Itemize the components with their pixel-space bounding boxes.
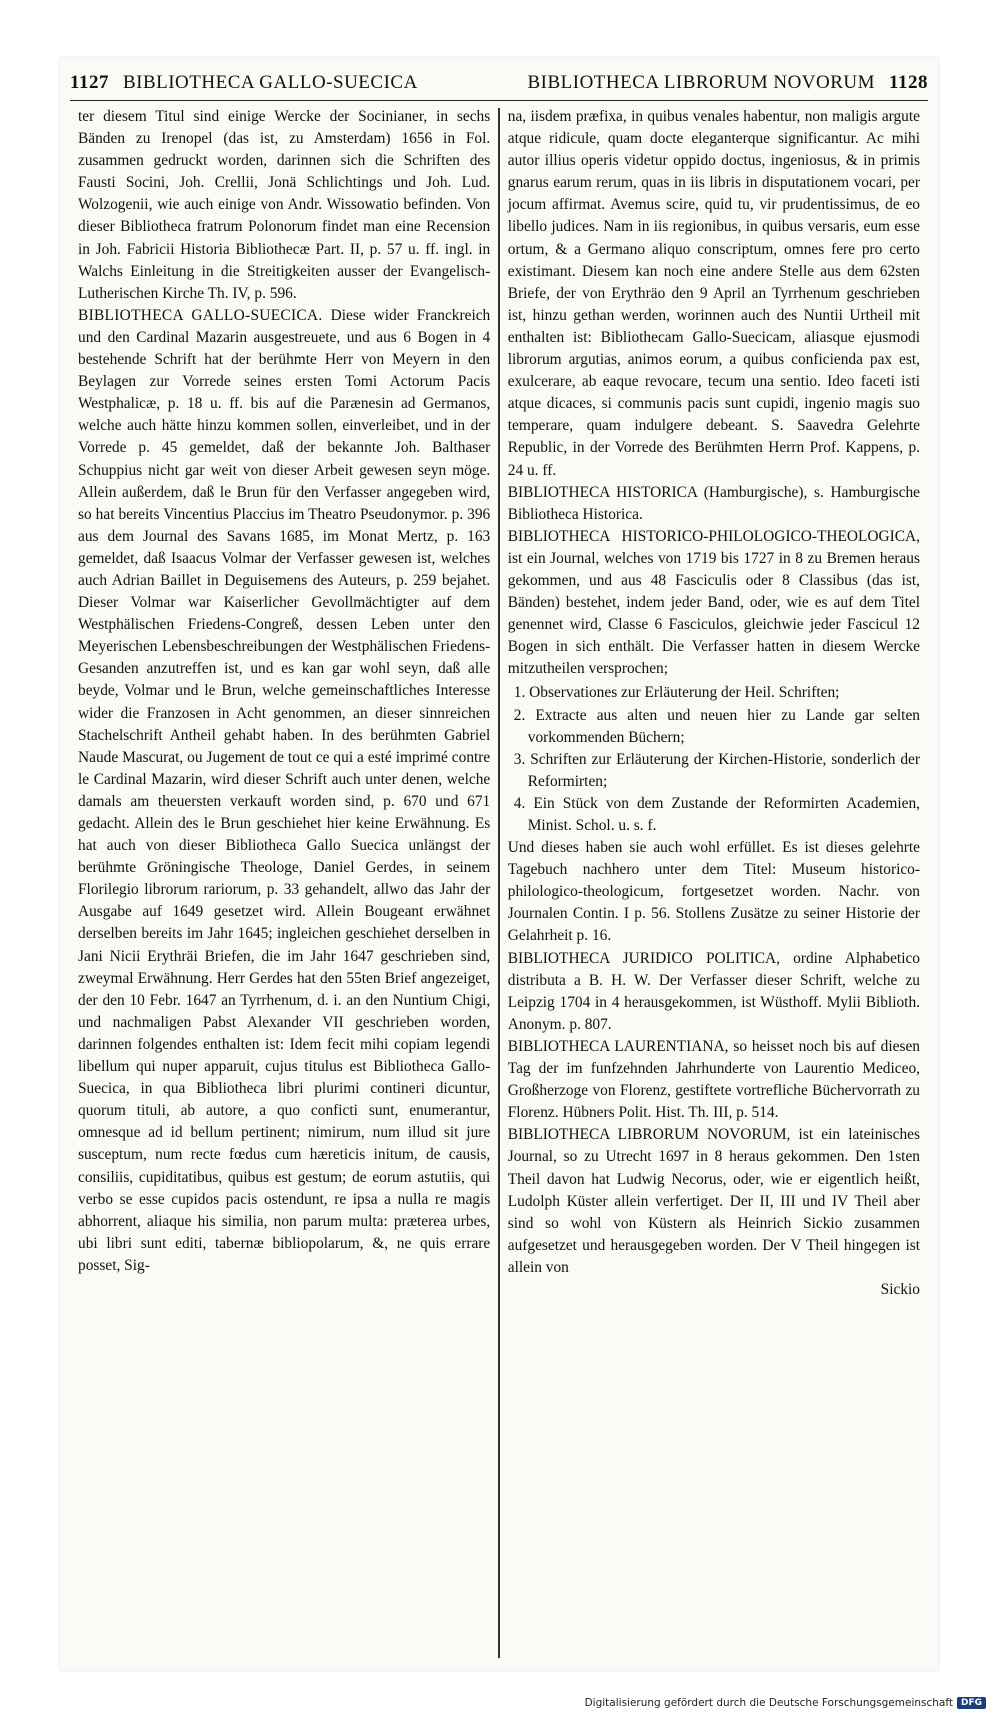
entry-body: Diese wider Franckreich und den Cardinal Mazarin ausgestreuete, und aus 6 Bogen in 4 bestehende Schrift hat der berühmte Herr von Meyern in den Beylagen zur Vorrede seines ersten Tomi Actorum Pacis Westphalicæ, p. 18 u. ff. bis auf die Parænesin ad Germanos, welche auch hätte hinzu kommen sollen, einverleibet, und in der Vorrede p. 45 gemeldet, daß der bekannte Joh. Balthaser Schuppius nicht gar weit von dieser Arbeit gewesen seyn möge. Allein außerdem, daß le Brun für den Verfasser angegeben wird, so hat bereits Vincentius Placcius im Theatro Pseudonymor. p. 396 aus dem Journal des Savans 1685, im Monat Mertz, p. 163 gemeldet, daß Isaacus Volmar der Verfasser gewesen ist, welches auch Adrian Baillet in Deguisemens des Auteurs, p. 259 bejahet. Dieser Volmar war Kaiserlicher Gevollmächtigter auf dem Westphälischen Friedens-Congreß, dessen Leben unter den Meyerischen Lebensbeschreibungen der Westphälischen Friedens-Gesanden anzutreffen ist, und es kan gar wohl seyn, daß alle beyde, Volmar und le Brun, welche gemeinschaftliches Interesse wider die Franzosen in Acht genommen, an dieser sinnreichen Stachelschrift Antheil gehabt haben. In des berühmten Gabriel Naude Mascurat, ou Jugement de tout ce qui a esté imprimé contre le Cardinal Mazarin, wird dieser Schrift auch unter denen, welche damals am theuersten verkauft worden sind, p. 670 und 671 gedacht. Allein des le Brun geschiehet hier keine Erwähnung. Es hat auch von dieser Bibliotheca Gallo Suecica unlängst der berühmte Gröningische Theologe, Daniel Gerdes, in seinem Florilegio librorum rariorum, p. 33 gehandelt, allwo das Jahr der Ausgabe auf 1649 gesetzet wird. Allein Bougeant erwähnet derselben bereits im Jahr 1645; ingleichen geschiehet derselben in Jani Nicii Erythräi Briefen, die im Jahr 1647 geschrieben sind, zweymal Erwähnung. Herr Gerdes hat den 55ten Brief angezeiget, der den 10 Febr. 1647 an Tyrrhenum, d. i. an den Nuntium Chigi, und nachmaligen Pabst Alexander VII geschrieben worden, darinnen folgendes enthalten ist: Idem fecit mihi copiam legendi libellum qui nuper apparuit, cujus titulus est Bibliotheca Gallo-Suecica, in qua Bibliotheca libri plurimi contineri dicuntur, quorum tituli, ab autore, a quo conficti sunt, enumerantur, omnesque ad id bellum pertinent; nimirum, num illud sit jure susceptum, num recte fœdus cum hæreticis initum, de causis, consiliis, cupiditatibus, quibus est gestum; de eorum astutiis, qui verbo se esse cupidos pacis ostendunt, re ipsa a nulla re magis abhorrent, aliaque his similia, non parum multa: præterea urbes, ubi libri sunt editi, tabernæ bibliopolarum, &, ne quis errare posset, Sig- <box>78 306 491 1274</box>
book-page <box>60 58 938 1670</box>
entry-historica: BIBLIOTHECA HISTORICA (Hamburgische), s. Hamburgische Bibliotheca Historica. <box>507 483 920 523</box>
running-header <box>70 66 928 101</box>
entry-lemma: BIBLIOTHECA GALLO-SUECICA. <box>78 306 323 324</box>
digitization-footer <box>585 1697 986 1709</box>
contents-list <box>508 682 920 837</box>
dfg-logo-icon[interactable]: DFG <box>957 1697 986 1709</box>
entry-juridico-politica: BIBLIOTHECA JURIDICO POLITICA, ordine Alphabetico distributa a B. H. W. Der Verfasser dieser Schrift, welche zu Leipzig 1704 in 4 herausgekommen, ist Wüsthoff. Mylii Biblioth. Anonym. p. 807. <box>507 949 920 1033</box>
entry-historico-philologico: BIBLIOTHECA HISTORICO-PHILOLOGICO-THEOLOGICA, ist ein Journal, welches von 1719 bis 1727 in 8 zu Bremen heraus gekommen, und aus 48 Fasciculis oder 8 Classibus (das ist, Bänden) bestehet, indem jeder Band, oder, wie es auf dem Titel genennet wird, Classe 6 Fasciculos, gleichwie jeder Fascicul 12 Bogen in sich enthält. Die Verfasser hatten in diesem Wercke mitzutheilen versprochen; <box>507 527 920 678</box>
right-col-paragraph-1: na, iisdem præfixa, in quibus venales habentur, non maligis argute atque ridicule, quam docte eleganterque significantur. Ac mihi autor illius operis videtur oppido doctus, ingeniosus, & in primis gnarus earum rerum, quas in iis libris in disputationem vocari, per jocum affirmat. Avemus scire, quid tu, vir prudentissimus, de eo libello judices. Nam in iis regionibus, in quibus versaris, eum esse ortum, & a Germano aliquo conscriptum, omnes fere pro certo existimant. Diesem kan noch eine andere Stelle aus dem 62sten Briefe, der von Erythräo den 9 April an Tyrrhenum geschrieben ist, hinzu gethan werden, worinnen auch des Nuntii Urtheil mit enthalten ist: Bibliothecam Gallo-Suecicam, aliasque ejusmodi librorum argutias, animos eorum, a quibus conficienda pax est, exulcerare, ab eaque revocare, tecum una sentio. Ideo faceti isti atque dicaces, si communis pacis sunt cupidi, ingenio magis suo temperare, quam indulgere debeant. S. Saavedra Gelehrte Republic, in der Vorrede des Berühmten Herrn Prof. Kappens, p. 24 u. ff. <box>507 108 920 479</box>
header-left <box>70 72 418 94</box>
left-column <box>70 106 498 1658</box>
left-page-number: 1127 <box>70 72 109 93</box>
left-col-paragraph-1: ter diesem Titul sind einige Wercke der Socinianer, in sechs Bänden zu Irenopel (das ist, zu Amsterdam) 1656 in Fol. zusammen gedruckt worden, darinnen sich die Schriften des Fausti Socini, Joh. Crellii, Jonä Schlichtings und Joh. Lud. Wolzogenii, wie auch einige von Andr. Wissowatio befinden. Von dieser Bibliotheca fratrum Polonorum findet man eine Recension in Joh. Fabricii Historia Bibliothecæ Part. II, p. 57 u. ff. ingl. in Walchs Einleitung in die Streitigkeiten ausser der Evangelisch-Lutherischen Kirche Th. IV, p. 596. <box>78 108 491 302</box>
text-columns <box>70 106 928 1658</box>
catchword: Sickio <box>880 1280 920 1298</box>
footer-text: Digitalisierung gefördert durch die Deutsche Forschungsgemeinschaft <box>584 1697 953 1709</box>
list-item: 2. Extracte aus alten und neuen hier zu Lande gar selten vorkommenden Büchern; <box>513 706 920 746</box>
list-item: 1. Observationes zur Erläuterung der Heil. Schriften; <box>513 684 840 702</box>
entry-librorum-novorum: BIBLIOTHECA LIBRORUM NOVORUM, ist ein lateinisches Journal, so zu Utrecht 1697 in 8 heraus gekommen. Den 1sten Theil davon hat Ludwig Necorus, oder, wie er eigentlich heißt, Ludolph Küster allein verfertiget. Der II, III und IV Theil aber sind so wohl von Küstern als Heinrich Sickio zusammen aufgesetzet und herausgegeben worden. Der V Theil hingegen ist allein von <box>507 1126 920 1276</box>
right-running-title: BIBLIOTHECA LIBRORUM NOVORUM <box>527 72 876 93</box>
right-column <box>500 106 928 1658</box>
list-item: 4. Ein Stück von dem Zustande der Reformirten Academien, Minist. Schol. u. s. f. <box>513 794 920 834</box>
header-right <box>527 72 928 94</box>
entry-gallo-suecica <box>78 305 490 1277</box>
right-page-number: 1128 <box>889 72 928 93</box>
left-running-title: BIBLIOTHECA GALLO-SUECICA <box>122 72 418 93</box>
entry-laurentiana: BIBLIOTHECA LAURENTIANA, so heisset noch bis auf diesen Tag der im funfzehnden Jahrhunderte von Laurentio Mediceo, Großherzoge von Florenz, gestiftete vortrefliche Büchervorrath zu Florenz. Hübners Polit. Hist. Th. III, p. 514. <box>507 1037 920 1122</box>
list-item: 3. Schriften zur Erläuterung der Kirchen-Historie, sonderlich der Reformirten; <box>513 750 920 790</box>
entry-continuation: Und dieses haben sie auch wohl erfüllet. Es ist dieses gelehrte Tagebuch nachhero unter dem Titel: Museum historico-philologico-theologicum, fortgesetzet worden. Nachr. von Journalen Contin. I p. 56. Stollens Zusätze zu seiner Historie der Gelahrheit p. 16. <box>507 839 920 945</box>
